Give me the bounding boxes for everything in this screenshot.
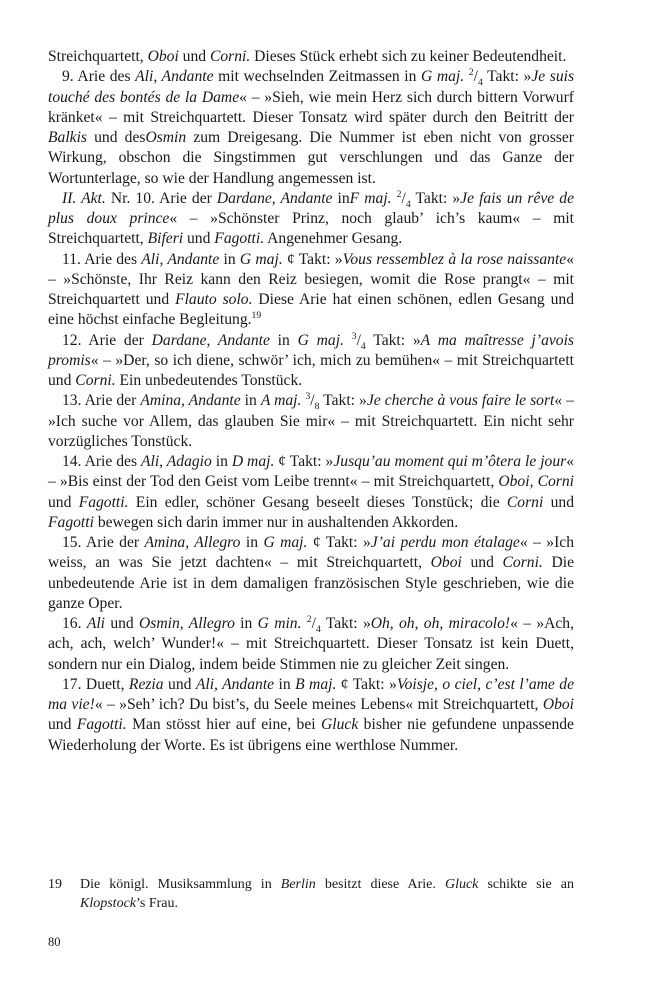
text-run: Die königl. Musiksammlung in [80, 877, 281, 892]
italic-text: A maj. [260, 392, 302, 410]
text-run: « – »Sieh, wie mein Herz sich durch bittern Vorwurf kränket« – mit Streichquartett. Dieser Tonsatz wird später durch den Beitritt der [48, 88, 574, 126]
italic-text: Ali, Andante [135, 68, 214, 86]
italic-text: Ali [86, 615, 106, 632]
text-run: 13. Arie der [62, 392, 141, 410]
text-run: und [178, 48, 210, 65]
italic-text: Fagotti. [214, 230, 265, 248]
text-run: und [461, 554, 503, 572]
italic-text: Jusqu’au moment qui m’ôtera le jour [333, 453, 567, 470]
italic-text: Je cherche à vous faire le sort [366, 392, 555, 410]
text-run: und [183, 230, 215, 248]
superscript: 2 [306, 613, 312, 625]
text-run: und [163, 675, 196, 693]
superscript: 2 [468, 67, 474, 79]
text-run: ¢ Takt: » [282, 250, 343, 268]
italic-text: Oboi [542, 696, 575, 713]
text-run: ¢ Takt: » [274, 453, 334, 470]
text-run: 9. Arie des [62, 68, 136, 86]
footnote-text [80, 875, 574, 913]
text-run: / [356, 331, 361, 349]
text-run: in [240, 534, 264, 551]
paragraph [48, 614, 574, 675]
text-run: Ein unbedeutendes Tonstück. [115, 372, 303, 389]
italic-text: G min. [257, 615, 302, 632]
text-run: Die unbedeutende Arie ist in dem damaligen französischen Style geschrieben, wie die ganze Oper. [48, 554, 574, 612]
text-run: in [211, 453, 232, 470]
paragraph [48, 391, 574, 452]
text-run [344, 332, 352, 349]
text-run: in [234, 615, 258, 632]
italic-text: Dardane, Andante [216, 189, 333, 207]
italic-text: Oboi, Corni [498, 473, 574, 491]
text-run: Takt: » [365, 331, 421, 349]
italic-text: Dardane, Andante [151, 331, 270, 349]
italic-text: Klopstock [80, 896, 136, 911]
italic-text: G maj. [297, 331, 344, 349]
text-run: Ein edler, schöner Gesang beseelt dieses Tonstück; die [128, 493, 507, 511]
italic-text: Amina, Allegro [144, 534, 241, 551]
italic-text: Corni. [75, 372, 116, 389]
text-run: Nr. 10. Arie der [105, 189, 217, 207]
italic-text: Ali, Adagio [140, 453, 212, 470]
italic-text: Ali, Andante [195, 675, 275, 693]
text-run: und [543, 493, 574, 511]
text-run: / [401, 189, 406, 207]
italic-text: Biferi [147, 230, 184, 248]
italic-text: Corni [506, 493, 544, 511]
body-text [48, 47, 574, 756]
italic-text: Gluck [444, 877, 479, 892]
italic-text: D maj. [231, 453, 275, 470]
text-run: in [274, 675, 296, 693]
text-run: Takt: » [319, 392, 367, 410]
text-run: 15. Arie der [62, 534, 145, 551]
italic-text: Rezia [128, 675, 164, 693]
paragraph [48, 533, 574, 614]
superscript: 19 [251, 310, 262, 322]
text-run: Takt: » [482, 68, 532, 86]
paragraph [48, 250, 574, 331]
italic-text: Corni. [502, 554, 543, 572]
superscript: 3 [305, 391, 311, 403]
superscript: 3 [351, 330, 357, 342]
text-run: ¢ Takt: » [336, 675, 397, 693]
text-run: zum Dreigesang. Die Nummer ist eben nicht von grosser Wirkung, obschon die Singstimmen gut verschlungen und das Ganze der Wortunterlage, so wie der Handlung angemessen ist. [48, 129, 574, 187]
subscript: 4 [405, 198, 411, 210]
italic-text: Voisje, o ciel, c’est l’ame de ma vie! [48, 675, 575, 713]
italic-text: Flauto solo. [175, 291, 253, 308]
italic-text: Osmin, Allegro [139, 615, 235, 632]
italic-text: Je suis touché des bontés de la Dame [48, 68, 575, 106]
italic-text: Balkis [48, 129, 87, 146]
subscript: 4 [315, 624, 321, 636]
text-run: bewegen sich darin immer nur in aushaltenden Akkorden. [93, 513, 459, 531]
italic-text: Fagotti. [76, 716, 127, 734]
italic-text: Gluck [321, 716, 359, 734]
text-run: Takt: » [320, 615, 371, 632]
text-run: Angenehmer Gesang. [264, 230, 403, 248]
text-run: 12. Arie der [62, 331, 152, 349]
page-number: 80 [48, 935, 61, 949]
text-run: besitzt diese Arie. [315, 877, 445, 892]
superscript: 2 [396, 188, 402, 200]
text-run: und [48, 716, 77, 734]
text-run: / [311, 615, 316, 632]
text-run: in [269, 331, 298, 349]
text-run: Streichquartett, [48, 48, 148, 65]
text-run: « – »Schönste, Ihr Reiz kann den Reiz besiegen, womit die Rose prangt« – mit Streichquartett und [48, 250, 575, 308]
italic-text: Je fais un rêve de plus doux prince [48, 189, 575, 227]
text-run: mit wechselnden Zeitmassen in [213, 68, 421, 86]
paragraph [48, 675, 574, 756]
text-run: Dieses Stück erhebt sich zu keiner Bedeutendheit. [250, 48, 567, 65]
italic-text: Amina, Andante [140, 392, 241, 410]
text-run: / [310, 392, 315, 410]
text-run: bisher nie gefundene unpassende Wiederholung der Worte. Es ist übrigens eine werthlose Nummer. [48, 716, 574, 754]
text-run: « – »Ich weiss, an was Sie jetzt dachten« – mit Streichquartett, [48, 534, 574, 572]
text-run: Man stösst hier auf eine, bei [126, 716, 322, 734]
text-run: Diese Arie hat einen schönen, edlen Gesang und eine höchst einfache Begleitung. [48, 291, 575, 329]
italic-text: G maj. [239, 250, 283, 268]
paragraph [48, 452, 574, 533]
italic-text: Vous ressemblez à la rose naissante [342, 250, 567, 268]
italic-text: G maj. [421, 68, 465, 86]
italic-text: G maj. [263, 534, 308, 551]
italic-text: A ma maîtresse j’avois promis [48, 331, 574, 369]
italic-text: F maj. [349, 189, 392, 207]
subscript: 4 [360, 340, 366, 352]
text-run: / [473, 68, 478, 86]
text-run: 16. [62, 615, 87, 632]
text-run: ¢ Takt: » [307, 534, 371, 551]
text-run: und des [86, 129, 146, 146]
footnote [48, 875, 574, 913]
text-run: schikte sie an [478, 877, 575, 892]
paragraph [48, 189, 574, 250]
text-run: Takt: » [410, 189, 461, 207]
text-run: in [219, 250, 240, 268]
subscript: 8 [314, 401, 320, 413]
text-run: « – »Ach, ach, ach, welch’ Wunder!« – mit Streichquartett. Dieser Tonsatz ist kein Duett, sondern nur ein Dialog, indem beide Stimmen nie zu gleicher Zeit singen. [48, 615, 575, 673]
text-run: 14. Arie des [62, 453, 141, 470]
paragraph [48, 331, 574, 392]
text-run: in [240, 392, 261, 410]
italic-text: Fagotti. [78, 493, 129, 511]
footnote-number: 19 [48, 877, 62, 892]
text-run: « – »Der, so ich diene, schwör’ ich, mich zu bemühen« – mit Streichquartett und [48, 351, 574, 389]
paragraph [48, 67, 574, 189]
text-run: 11. Arie des [62, 250, 142, 268]
italic-text: J’ai perdu mon étalage [370, 534, 520, 551]
text-run: « – »Schönster Prinz, noch glaub’ ich’s kaum« – mit Streichquartett, [48, 210, 574, 248]
text-run: « – »Ich suche vor Allem, das glauben Sie mir« – mit Streichquartett. Ein nicht sehr vorzügliches Tonstück. [48, 392, 574, 450]
italic-text: Ali, Andante [141, 250, 220, 268]
italic-text: Oh, oh, oh, miracolo! [370, 615, 511, 632]
subscript: 4 [477, 77, 483, 89]
text-run: « – »Bis einst der Tod den Geist vom Leibe trennt« – mit Streichquartett, [48, 453, 575, 491]
paragraph [48, 47, 574, 67]
italic-text: Oboi [147, 48, 179, 65]
italic-text: Oboi [430, 554, 462, 572]
text-run: in [332, 189, 350, 207]
text-run: ’s Frau. [136, 896, 178, 911]
italic-text: Osmin [145, 129, 187, 146]
text-run: « – »Seh’ ich? Du bist’s, du Seele meines Lebens« mit Streichquartett, [94, 696, 543, 713]
text-run: 17. Duett, [62, 675, 129, 693]
text-run: und [105, 615, 140, 632]
italic-text: Berlin [280, 877, 316, 892]
italic-text: Corni. [209, 48, 251, 65]
italic-text: II. Akt. [62, 189, 106, 207]
italic-text: B maj. [295, 675, 337, 693]
italic-text: Fagotti [48, 513, 94, 531]
text-run: und [48, 493, 79, 511]
